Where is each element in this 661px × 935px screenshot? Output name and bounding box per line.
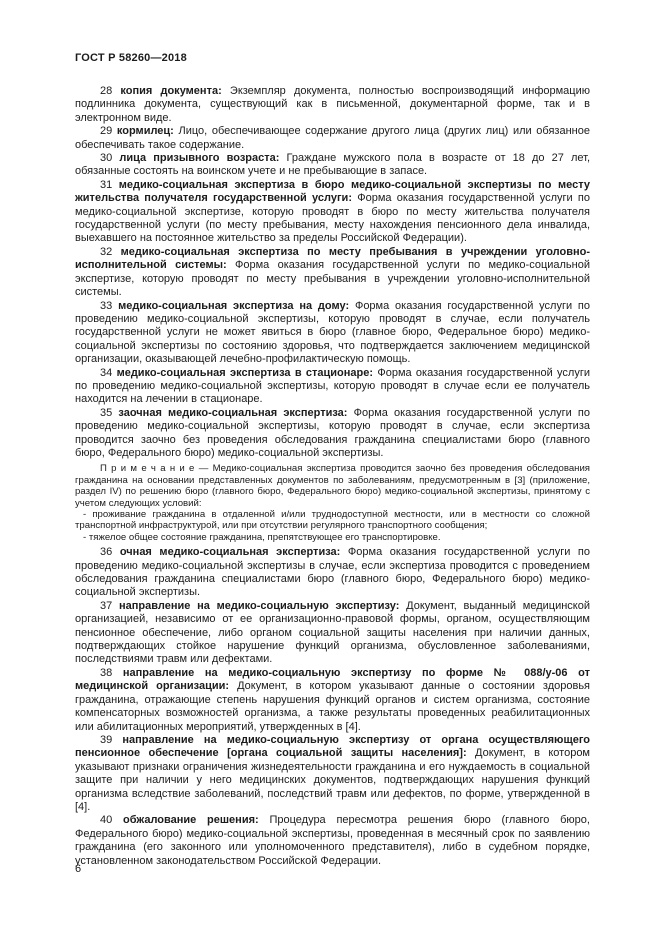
- note-bullet: - тяжелое общее состояние гражданина, препятствующее его транспортировке.: [83, 531, 441, 543]
- page-number: 6: [75, 863, 82, 875]
- term-definition: Экземпляр документа, полностью воспроизводящий информацию подлинника документа, существующий как в письменной, документарной форме, так и в электронном виде.: [75, 85, 590, 124]
- term-number: 32: [100, 245, 113, 258]
- note-paragraph: [75, 463, 590, 509]
- term-name: медико-социальная экспертиза по месту пребывания в учреждении уголовно-исполнительной системы:: [75, 245, 590, 272]
- doc-header: ГОСТ Р 58260—2018: [75, 52, 187, 64]
- term-number: 40: [100, 814, 113, 827]
- note-label: П р и м е ч а н и е: [100, 463, 195, 475]
- term-name: направление на медико-социальную экспертизу:: [119, 599, 400, 612]
- term-paragraph: [75, 667, 590, 734]
- term-paragraph: [75, 546, 590, 600]
- term-paragraph: [75, 407, 590, 461]
- term-name: направление на медико-социальную экспертизу по форме № 088/у-06 от медицинской организации:: [75, 666, 590, 693]
- term-definition: Процедура пересмотра решения бюро (главного бюро, Федерального бюро) медико-социальной экспертизы, проведенная в месячный срок по заявлению гражданина (его законного или уполномоченного представителя), либо в судебном порядке, установленном законодательством Российской Федерации.: [75, 814, 590, 867]
- term-paragraph: [75, 734, 590, 814]
- term-paragraph: [75, 246, 590, 300]
- term-number: 36: [100, 546, 113, 559]
- term-name: копия документа:: [120, 85, 222, 97]
- note-block: [75, 463, 590, 543]
- term-name: кормилец:: [116, 125, 174, 138]
- term-number: 29: [100, 125, 113, 138]
- term-definition: Форма оказания государственной услуги по медико-социальной экспертизе, которую проводят по месту пребывания в учреждении уголовно-исполнительной системы.: [75, 259, 591, 299]
- term-name: медико-социальная экспертиза в бюро медико-социальной экспертизы по месту жительства получателя государственной услуги:: [75, 178, 590, 205]
- document-body: [75, 85, 590, 868]
- term-definition: Граждане мужского пола в возрасте от 18 до 27 лет, обязанные состоять на воинском учете и не пребывающие в запасе.: [75, 152, 591, 178]
- term-number: 28: [100, 85, 113, 97]
- term-number: 34: [100, 366, 113, 379]
- term-name: обжалование решения:: [123, 814, 259, 827]
- term-name: медико-социальная экспертиза на дому:: [118, 299, 350, 312]
- term-paragraph: [75, 300, 590, 367]
- term-name: медико-социальная экспертиза в стационаре:: [116, 366, 374, 379]
- term-definition: Форма оказания государственной услуги по проведению медико-социальной экспертизы, которую проводят в случае если ее получатель находится на лечении в стационаре.: [75, 366, 590, 406]
- term-paragraph: [75, 152, 590, 179]
- term-name: очная медико-социальная экспертиза:: [119, 546, 341, 559]
- term-number: 39: [100, 733, 113, 746]
- term-paragraph: [75, 600, 590, 667]
- term-number: 38: [100, 666, 113, 679]
- term-number: 31: [100, 178, 113, 191]
- term-definition: Форма оказания государственной услуги по проведению медико-социальной экспертизы в случае, если экспертиза проводится с проведением обследования гражданина специалистами бюро (главного бюро, Федерального бюро) медико-социальной экспертизы.: [75, 546, 591, 599]
- term-number: 37: [100, 599, 113, 612]
- term-number: 35: [100, 406, 113, 419]
- term-definition: Лицо, обеспечивающее содержание другого лица (других лиц) или обязанное обеспечивать такое содержание.: [75, 125, 590, 151]
- term-definition: Документ, в котором указывают признаки ограничения жизнедеятельности гражданина и его нуждаемость в социальной защите при наличии у него медицинских документов, подтверждающих нарушения функций организма вследствие заболеваний, последствий травм или дефектов, по форме, утвержденной в [4].: [75, 747, 590, 813]
- term-definition: Форма оказания государственной услуги по проведению медико-социальной экспертизы, которую проводят в случае, если получатель государственной услуги не может явиться в бюро (главное бюро, Федеральное бюро) медико-социальной экспертизы по состоянию здоровья, что подтверждается заключением медицинской организации, оказывающей лечебно-профилактическую помощь.: [75, 299, 591, 366]
- term-paragraph: [75, 814, 590, 868]
- term-definition: Документ, выданный медицинской организацией, независимо от ее организационно-правовой формы, органом, осуществляющим пенсионное обеспечение, либо органом социальной защиты населения при наличии данных, подтверждающих стойкое нарушение функций организма, обусловленное заболеваниями, последствиями травм или дефектами.: [75, 599, 591, 666]
- term-definition: Форма оказания государственной услуги по проведению медико-социальной экспертизы, которую проводят в случае, если экспертиза проводится заочно без проведения обследования гражданина специалистами бюро (главного бюро, Федерального бюро) медико-социальной экспертизы.: [75, 406, 591, 459]
- note-text: — Медико-социальная экспертиза проводится заочно без проведения обследования гражданина на основании представленных документов по заболеваниям, предусмотренным в [3] (приложение, раздел IV) по решению бюро (главного бюро, Федерального бюро) медико-социальной экспертизы, принятому с учетом следующих условий:: [75, 463, 591, 509]
- term-paragraph: [75, 85, 590, 125]
- term-name: направление на медико-социальную экспертизу от органа осуществляющего пенсионное обеспечение [органа социальной защиты населения]:: [75, 733, 590, 760]
- term-name: заочная медико-социальная экспертиза:: [118, 406, 348, 419]
- term-paragraph: [75, 125, 590, 152]
- term-definition: Документ, в котором указывают данные о состоянии здоровья гражданина, отражающие степень нарушения функций органов и систем организма, состояние компенсаторных возможностей организма, а также результаты проведенных реабилитационных или абилитационных мероприятий, утвержденных в [4].: [75, 680, 591, 733]
- term-number: 33: [100, 299, 113, 312]
- term-paragraph: [75, 367, 590, 407]
- term-number: 30: [100, 152, 113, 165]
- note-bullet: - проживание гражданина в отдаленной и/или труднодоступной местности, или в местности со сложной транспортной инфраструктурой, или при отсутствии регулярного транспортного сообщения;: [75, 509, 590, 532]
- term-paragraph: [75, 179, 590, 246]
- term-name: лица призывного возраста:: [119, 152, 280, 165]
- term-definition: Форма оказания государственной услуги по медико-социальной экспертизе, которую проводят в бюро по месту жительства получателя государственной услуги (по месту пребывания, месту нахождения пенсионного дела инвалида, выехавшего на постоянное жительство за пределы Российской Федерации).: [75, 192, 591, 245]
